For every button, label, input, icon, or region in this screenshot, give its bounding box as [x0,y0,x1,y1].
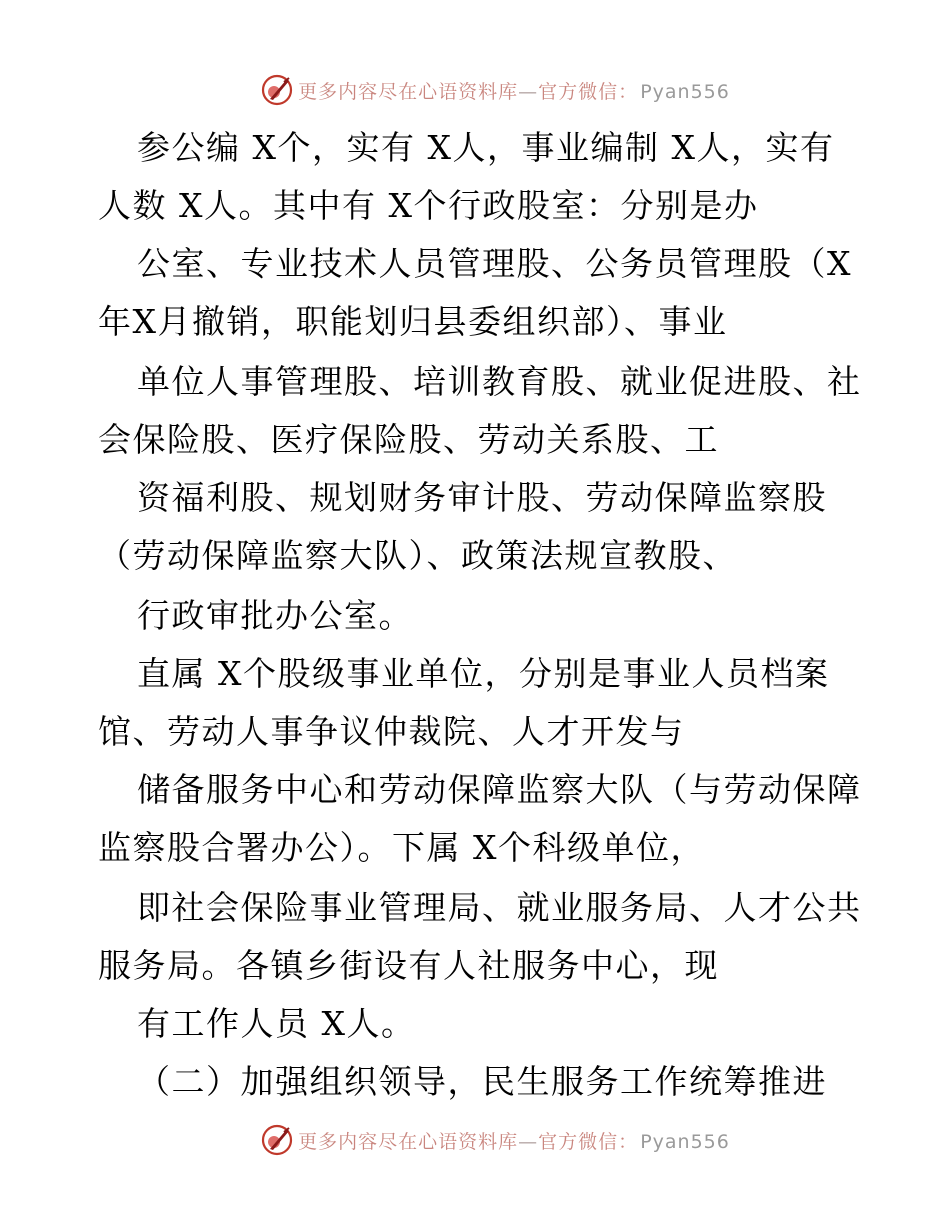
text-line: 会保险股、医疗保险股、劳动关系股、工 [98,420,719,459]
text-line: 年X月撤销，职能划归县委组织部）、事业 [98,302,728,341]
quill-logo-icon [260,73,294,107]
watermark-account: Pyan556 [640,80,730,103]
text-line: 单位人事管理股、培训教育股、就业促进股、社 [137,362,862,401]
watermark-content [260,1123,730,1157]
watermark-separator: — [518,80,539,103]
header-watermark [0,70,950,110]
text-line: 有工作人员 X人。 [137,1004,416,1043]
text-line: （劳动保障监察大队）、政策法规宣教股、 [98,536,737,575]
text-line: 直属 X个股级事业单位，分别是事业人员档案 [137,654,830,693]
text-line: 即社会保险事业管理局、就业服务局、人才公共 [137,888,862,927]
text-line: 资福利股、规划财务审计股、劳动保障监察股 [137,478,827,517]
footer-watermark [0,1120,950,1160]
text-line: 服务局。各镇乡街设有人社服务中心，现 [98,946,719,985]
text-line: 馆、劳动人事争议仲裁院、人才开发与 [98,712,685,751]
watermark-account: Pyan556 [640,1130,730,1153]
watermark-brand: 更多内容尽在心语资料库 [298,1130,519,1153]
watermark-label: 官方微信： [538,80,639,103]
watermark-label: 官方微信： [538,1130,639,1153]
watermark-text [298,1127,730,1154]
text-line: 行政审批办公室。 [137,596,413,635]
text-line: 人数 X人。其中有 X个行政股室：分别是办 [98,186,759,225]
watermark-separator: — [518,1130,539,1153]
watermark-text [298,77,730,104]
text-line: 储备服务中心和劳动保障监察大队（与劳动保障 [137,770,862,809]
text-line: 公室、专业技术人员管理股、公务员管理股（X [137,244,852,283]
watermark-content [260,73,730,107]
watermark-brand: 更多内容尽在心语资料库 [298,80,519,103]
quill-logo-icon [260,1123,294,1157]
text-line: 参公编 X个，实有 X人，事业编制 X人，实有 [137,128,835,167]
section-heading: （二）加强组织领导，民生服务工作统筹推进 [137,1062,827,1101]
text-line: 监察股合署办公）。下属 X个科级单位， [98,828,705,867]
